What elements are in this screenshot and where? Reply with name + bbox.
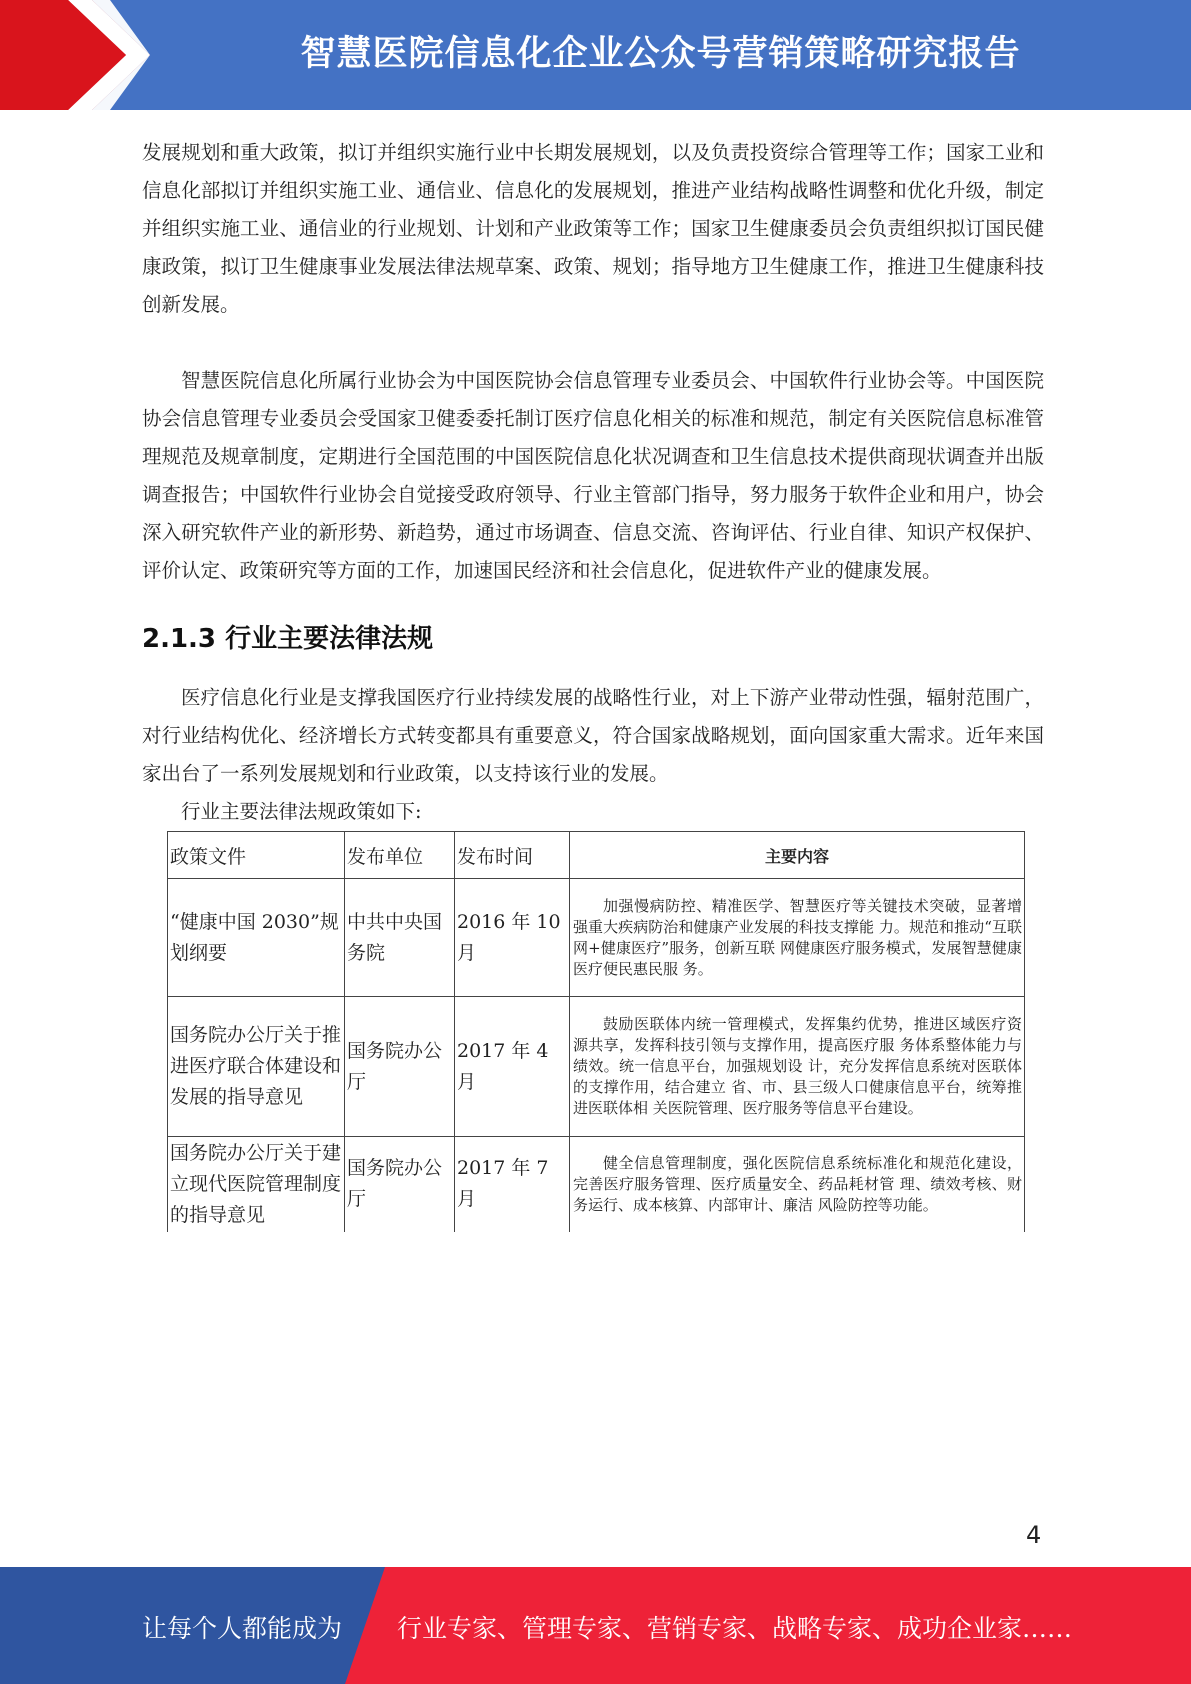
table-row	[168, 1137, 1025, 1232]
cell-main-content: 健全信息管理制度，强化医院信息系统标准化和规范化建设，完善医疗服务管理、医疗质量安全、药品耗材管 理、绩效考核、财务运行、成本核算、内部审计、廉洁 风险防控等功能。	[570, 1137, 1025, 1232]
section-heading: 2.1.3 行业主要法律法规	[142, 624, 434, 654]
header-main-content: 主要内容	[570, 832, 1025, 879]
page-number: 4	[1026, 1521, 1042, 1549]
cell-release-date: 2017 年 7 月	[455, 1137, 570, 1232]
table-header-row	[168, 832, 1025, 879]
cell-issuer: 国务院办公厅	[345, 1137, 455, 1232]
footer-slogan-left: 让每个人都能成为	[142, 1614, 343, 1643]
cell-release-date: 2017 年 4 月	[455, 997, 570, 1137]
cell-main-content: 加强慢病防控、精准医学、智慧医疗等关键技术突破，显著增强重大疾病防治和健康产业发展的科技支撑能 力。规范和推动“互联网+健康医疗”服务，创新互联 网健康医疗服务模式，发展智慧健康医疗便民惠民服 务。	[570, 879, 1025, 997]
header-issuer: 发布单位	[345, 832, 455, 879]
cell-issuer: 中共中央国务院	[345, 879, 455, 997]
header-policy-document: 政策文件	[168, 832, 345, 879]
page-content	[142, 134, 1044, 1232]
header-release-date: 发布时间	[455, 832, 570, 879]
table-row	[168, 879, 1025, 997]
paragraph-2: 智慧医院信息化所属行业协会为中国医院协会信息管理专业委员会、中国软件行业协会等。中国医院协会信息管理专业委员会受国家卫健委委托制订医疗信息化相关的标准和规范，制定有关医院信息标准管理规范及规章制度，定期进行全国范围的中国医院信息化状况调查和卫生信息技术提供商现状调查并出版调查报告；中国软件行业协会自觉接受政府领导、行业主管部门指导，努力服务于软件企业和用户，协会深入研究软件产业的新形势、新趋势，通过市场调查、信息交流、咨询评估、行业自律、知识产权保护、评价认定、政策研究等方面的工作，加速国民经济和社会信息化，促进软件产业的健康发展。	[142, 369, 1044, 582]
cell-policy-document: “健康中国 2030”规划纲要	[168, 879, 345, 997]
policy-table	[167, 831, 1025, 1232]
cell-main-content: 鼓励医联体内统一管理模式，发挥集约优势，推进区域医疗资源共享，发挥科技引领与支撑作用，提高医疗服 务体系整体能力与绩效。统一信息平台，加强规划设 计，充分发挥信息系统对医联体的支撑作用，结合建立 省、市、县三级人口健康信息平台，统筹推进医联体相 关医院管理、医疗服务等信息平台建设。	[570, 997, 1025, 1137]
paragraph-1: 发展规划和重大政策，拟订并组织实施行业中长期发展规划，以及负责投资综合管理等工作；国家工业和信息化部拟订并组织实施工业、通信业、信息化的发展规划，推进产业结构战略性调整和优化升级，制定并组织实施工业、通信业的行业规划、计划和产业政策等工作；国家卫生健康委员会负责组织拟订国民健康政策，拟订卫生健康事业发展法律法规草案、政策、规划；指导地方卫生健康工作，推进卫生健康科技创新发展。	[142, 141, 1044, 316]
cell-release-date: 2016 年 10 月	[455, 879, 570, 997]
cell-policy-document: 国务院办公厅关于推进医疗联合体建设和发展的指导意见	[168, 997, 345, 1137]
table-row	[168, 997, 1025, 1137]
table-intro: 行业主要法律法规政策如下:	[181, 800, 422, 823]
report-title: 智慧医院信息化企业公众号营销策略研究报告	[300, 34, 1021, 74]
footer-slogan-right: 行业专家、管理专家、营销专家、战略专家、成功企业家……	[397, 1614, 1073, 1643]
cell-issuer: 国务院办公厅	[345, 997, 455, 1137]
paragraph-3: 医疗信息化行业是支撑我国医疗行业持续发展的战略性行业，对上下游产业带动性强，辐射范围广，对行业结构优化、经济增长方式转变都具有重要意义，符合国家战略规划，面向国家重大需求。近年来国家出台了一系列发展规划和行业政策，以支持该行业的发展。	[142, 686, 1044, 785]
page-header	[0, 0, 1191, 110]
cell-policy-document: 国务院办公厅关于建立现代医院管理制度的指导意见	[168, 1137, 345, 1232]
page-footer	[0, 1567, 1191, 1684]
